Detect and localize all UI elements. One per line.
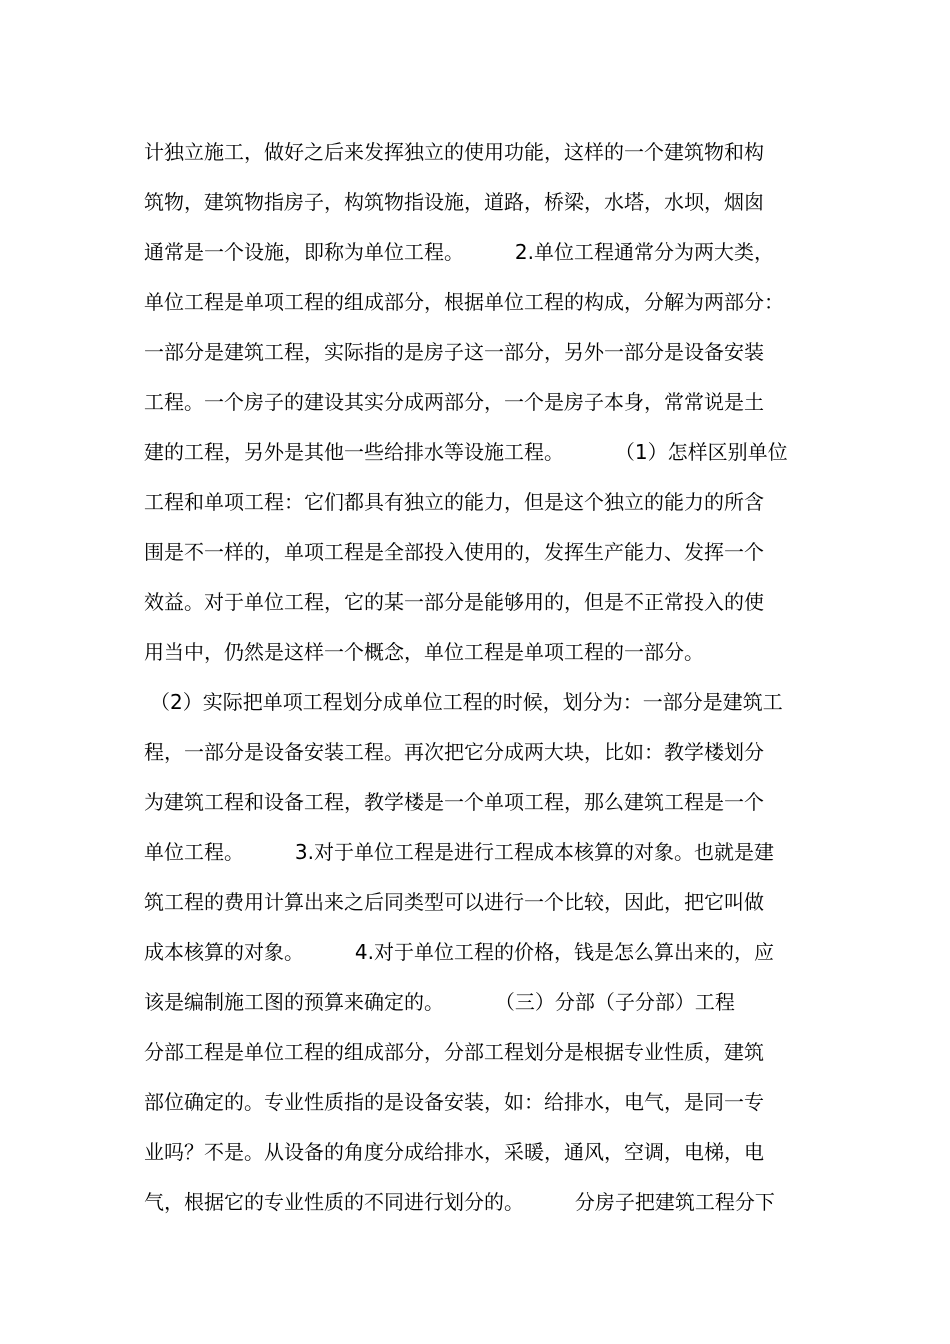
text-line: 单位工程是单项工程的组成部分，根据单位工程的构成，分解为两部分： bbox=[144, 290, 784, 314]
text-line: 围是不一样的，单项工程是全部投入使用的，发挥生产能力、发挥一个 bbox=[144, 540, 764, 564]
text-line: 成本核算的对象。 4.对于单位工程的价格，钱是怎么算出来的，应 bbox=[144, 940, 774, 964]
text-line: 为建筑工程和设备工程，教学楼是一个单项工程，那么建筑工程是一个 bbox=[144, 790, 764, 814]
text-line: （2）实际把单项工程划分成单位工程的时候，划分为：一部分是建筑工 bbox=[150, 690, 783, 714]
text-line: 筑工程的费用计算出来之后同类型可以进行一个比较，因此，把它叫做 bbox=[144, 890, 764, 914]
text-line: 建的工程，另外是其他一些给排水等设施工程。 （1）怎样区别单位 bbox=[144, 440, 788, 464]
text-line: 效益。对于单位工程，它的某一部分是能够用的，但是不正常投入的使 bbox=[144, 590, 764, 614]
text-line: 工程和单项工程：它们都具有独立的能力，但是这个独立的能力的所含 bbox=[144, 490, 764, 514]
text-line: 计独立施工，做好之后来发挥独立的使用功能，这样的一个建筑物和构 bbox=[144, 140, 764, 164]
text-line: 单位工程。 3.对于单位工程是进行工程成本核算的对象。也就是建 bbox=[144, 840, 774, 864]
text-line: 工程。一个房子的建设其实分成两部分，一个是房子本身，常常说是土 bbox=[144, 390, 764, 414]
text-line: 筑物，建筑物指房子，构筑物指设施，道路，桥梁，水塔，水坝，烟囱 bbox=[144, 190, 764, 214]
text-line: 用当中，仍然是这样一个概念，单位工程是单项工程的一部分。 bbox=[144, 640, 704, 664]
text-line: 部位确定的。专业性质指的是设备安装，如：给排水，电气，是同一专 bbox=[144, 1090, 764, 1114]
text-line: 该是编制施工图的预算来确定的。 （三）分部（子分部）工程 bbox=[144, 990, 735, 1014]
body-text bbox=[144, 127, 824, 1227]
text-line: 通常是一个设施，即称为单位工程。 2.单位工程通常分为两大类， bbox=[144, 240, 774, 264]
text-line: 分部工程是单位工程的组成部分，分部工程划分是根据专业性质，建筑 bbox=[144, 1040, 764, 1064]
text-line: 气，根据它的专业性质的不同进行划分的。 分房子把建筑工程分下 bbox=[144, 1190, 775, 1214]
text-line: 业吗？不是。从设备的角度分成给排水，采暖，通风，空调，电梯，电 bbox=[144, 1140, 764, 1164]
text-line: 程，一部分是设备安装工程。再次把它分成两大块，比如：教学楼划分 bbox=[144, 740, 764, 764]
text-line: 一部分是建筑工程，实际指的是房子这一部分，另外一部分是设备安装 bbox=[144, 340, 764, 364]
